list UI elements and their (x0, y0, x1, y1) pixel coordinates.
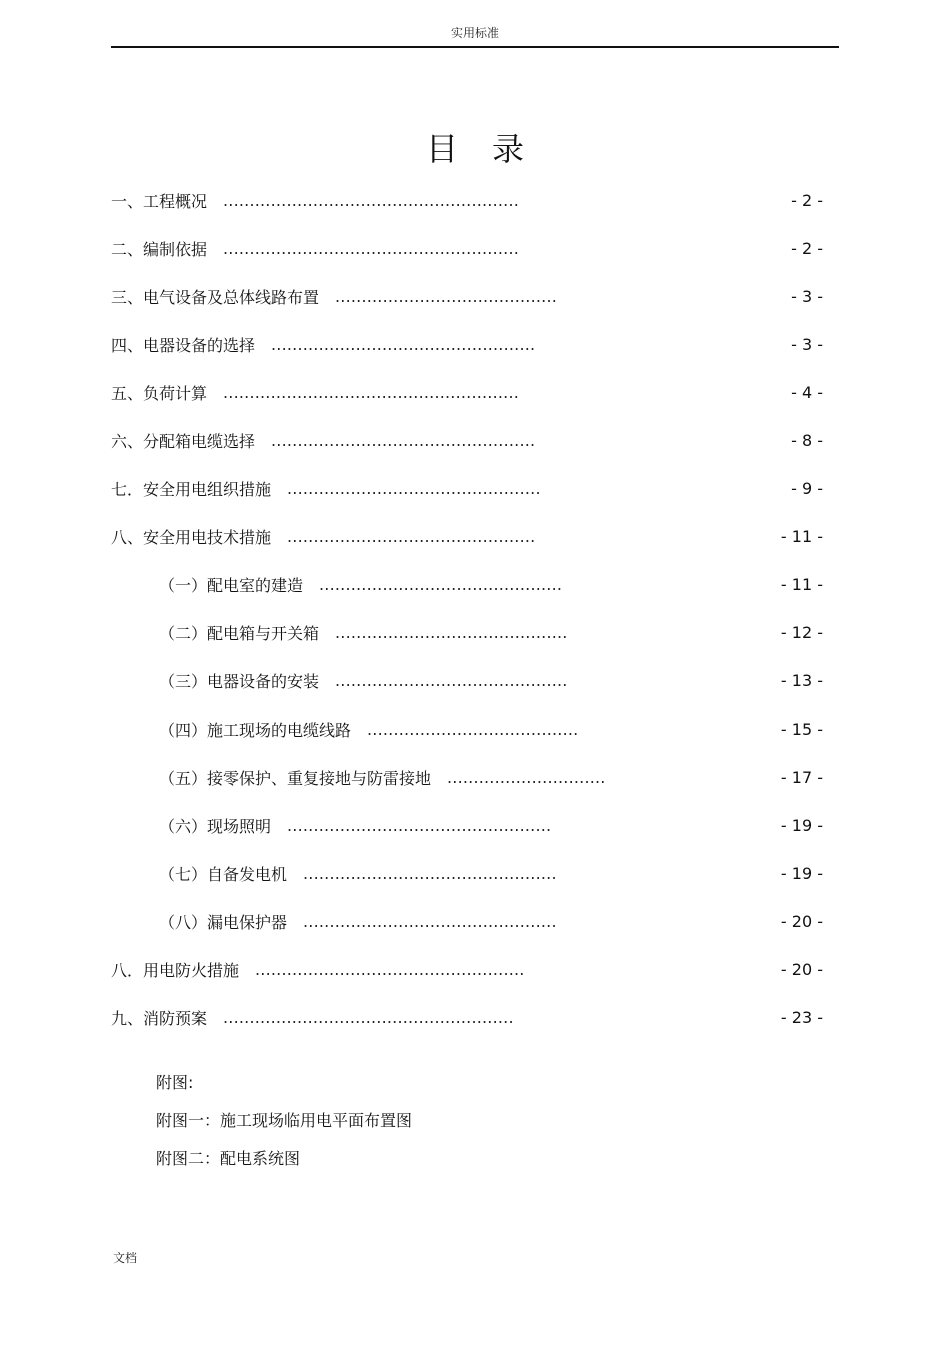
toc-entry-label: （三）电器设备的安装 (159, 672, 320, 692)
toc-entry[interactable] (111, 753, 823, 801)
toc-entry[interactable] (111, 320, 823, 368)
toc-page-number: - 4 - (791, 382, 823, 402)
toc-leader-dots: .......................................... (335, 286, 558, 306)
toc-page-number: - 11 - (780, 527, 823, 547)
toc-entry[interactable] (111, 176, 823, 224)
toc-entry[interactable] (111, 705, 823, 753)
toc-page-number: - 9 - (791, 479, 823, 499)
table-of-contents (111, 176, 823, 1042)
toc-entry-label: （七）自备发电机 (159, 864, 288, 884)
appendix-list (156, 1070, 412, 1184)
header-divider (111, 46, 839, 48)
toc-page-number: - 17 - (780, 767, 823, 787)
toc-entry-label: （六）现场照明 (159, 816, 272, 836)
toc-entry[interactable] (111, 801, 823, 849)
toc-leader-dots: ........................................................ (223, 190, 520, 210)
toc-entry[interactable] (111, 561, 823, 609)
toc-entry[interactable] (111, 897, 823, 945)
appendix-item: 附图一：施工现场临用电平面布置图 (156, 1111, 413, 1130)
toc-page-number: - 3 - (791, 286, 823, 306)
toc-entry-label: 九、消防预案 (111, 1009, 208, 1029)
toc-page-number: - 20 - (780, 960, 823, 980)
toc-entry[interactable] (111, 416, 823, 464)
toc-leader-dots: .................................................. (271, 431, 536, 451)
toc-title: 目录 (425, 130, 558, 168)
toc-entry[interactable] (111, 513, 823, 561)
toc-leader-dots: ................................................ (287, 479, 541, 499)
toc-page-number: - 3 - (791, 334, 823, 354)
toc-page-number: - 11 - (780, 575, 823, 595)
toc-page-number: - 15 - (780, 719, 823, 739)
toc-entry-label: 五、负荷计算 (111, 383, 208, 403)
toc-leader-dots: ....................................................... (223, 1008, 514, 1028)
toc-entry-label: 三、电气设备及总体线路布置 (111, 287, 320, 307)
toc-page-number: - 8 - (791, 431, 823, 451)
toc-entry-label: 八、安全用电技术措施 (111, 528, 272, 548)
toc-entry[interactable] (111, 849, 823, 897)
toc-leader-dots: ................................................ (303, 911, 557, 931)
toc-leader-dots: ................................................... (255, 960, 525, 980)
toc-leader-dots: ........................................ (367, 719, 579, 739)
toc-entry-label: 八．用电防火措施 (111, 961, 240, 981)
toc-leader-dots: .................................................. (287, 815, 552, 835)
toc-entry-label: （五）接零保护、重复接地与防雷接地 (159, 768, 432, 788)
toc-leader-dots: ........................................................ (223, 382, 520, 402)
toc-leader-dots: ................................................ (303, 863, 557, 883)
toc-entry[interactable] (111, 272, 823, 320)
page-header: 实用标准 (450, 26, 499, 40)
toc-leader-dots: ............................................... (287, 527, 536, 547)
toc-leader-dots: .............................................. (319, 575, 563, 595)
toc-entry[interactable] (111, 609, 823, 657)
toc-entry[interactable] (111, 465, 823, 513)
toc-entry[interactable] (111, 994, 823, 1042)
toc-page-number: - 2 - (791, 238, 823, 258)
toc-entry-label: 六、分配箱电缆选择 (111, 432, 256, 452)
toc-entry-label: 四、电器设备的选择 (111, 335, 256, 355)
toc-page-number: - 13 - (780, 671, 823, 691)
toc-leader-dots: .............................. (447, 767, 606, 787)
toc-page-number: - 2 - (791, 190, 823, 210)
toc-page-number: - 12 - (780, 623, 823, 643)
toc-entry-label: （二）配电箱与开关箱 (159, 624, 320, 644)
appendix-heading: 附图: (156, 1073, 194, 1092)
toc-entry[interactable] (111, 657, 823, 705)
toc-leader-dots: ........................................................ (223, 238, 520, 258)
toc-leader-dots: .................................................. (271, 334, 536, 354)
toc-page-number: - 19 - (780, 815, 823, 835)
appendix-item: 附图二：配电系统图 (156, 1149, 301, 1168)
toc-entry[interactable] (111, 368, 823, 416)
toc-entry-label: 七．安全用电组织措施 (111, 480, 272, 500)
toc-leader-dots: ............................................ (335, 671, 568, 691)
toc-page-number: - 20 - (780, 911, 823, 931)
toc-entry[interactable] (111, 946, 823, 994)
toc-leader-dots: ............................................ (335, 623, 568, 643)
toc-page-number: - 19 - (780, 863, 823, 883)
toc-entry-label: 一、工程概况 (111, 191, 208, 211)
toc-entry[interactable] (111, 224, 823, 272)
page-footer: 文档 (113, 1251, 138, 1265)
toc-entry-label: 二、编制依据 (111, 239, 208, 259)
toc-entry-label: （四）施工现场的电缆线路 (159, 720, 352, 740)
toc-page-number: - 23 - (780, 1008, 823, 1028)
toc-entry-label: （一）配电室的建造 (159, 576, 304, 596)
toc-entry-label: （八）漏电保护器 (159, 912, 288, 932)
